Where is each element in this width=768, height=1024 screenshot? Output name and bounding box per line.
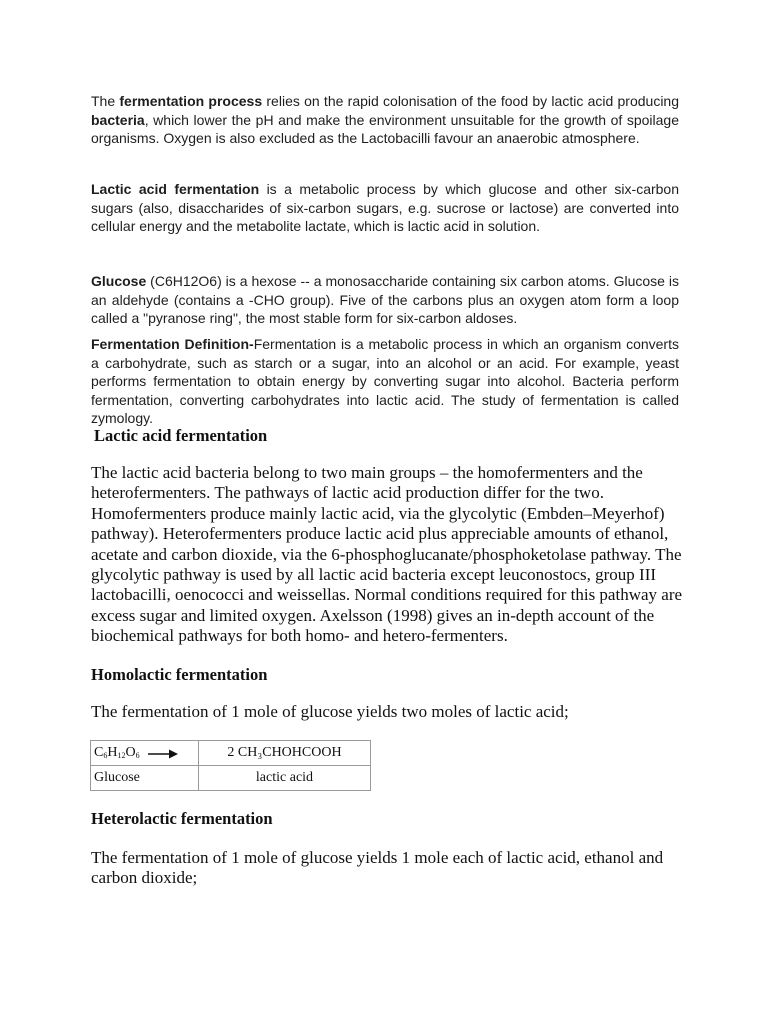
lactic-acid-fermentation-text: is a metabolic process by which glucose and other six-carbon sugars (also, disaccharides of six-carbon sugars, e.g. sucrose or lactose) are converted into cellular energy and the metabolite lactate, which is lactic acid in solution. <box>91 181 679 234</box>
glucose-paragraph <box>91 272 679 328</box>
homolactic-equation-table <box>90 740 371 791</box>
glucose-term: Glucose <box>91 273 147 289</box>
lactic-acid-fermentation-paragraph <box>91 180 679 236</box>
lactic-acid-fermentation-term: Lactic acid fermentation <box>91 181 260 197</box>
heterolactic-fermentation-heading: Heterolactic fermentation <box>91 809 273 828</box>
lactic-acid-fermentation-heading: Lactic acid fermentation <box>94 426 268 445</box>
glucose-formula <box>94 745 178 761</box>
bacteria-term: bacteria <box>91 111 145 128</box>
product-formula-cell: 2 CH₃CHOHCOOH <box>199 741 371 766</box>
right-arrow-icon <box>148 748 178 758</box>
glucose-chemical-formula: $C_6H_{12}O_6$ <box>94 745 140 760</box>
homolactic-fermentation-heading: Homolactic fermentation <box>91 665 268 684</box>
fermentation-process-paragraph <box>91 92 679 148</box>
equation-formula-row <box>91 741 371 766</box>
equation-name-row <box>91 766 371 791</box>
product-name-cell: lactic acid <box>199 766 371 791</box>
fermentation-process-lead: The <box>91 93 120 109</box>
fermentation-definition-text: Fermentation is a metabolic process in which an organism converts a carbohydrate, such as starch or a sugar, into an alcohol or an acid. For example, yeast performs fermentation to obtain energy by converting sugar into alcohol. Bacteria perform fermentation, converting carbohydrates into lactic acid. The study of fermentation is called zymology. <box>91 336 679 426</box>
fermentation-process-text-1: relies on the rapid colonisation of the food by lactic acid producing <box>262 93 680 109</box>
fermentation-process-text-2: , which lower the pH and make the environment unsuitable for the growth of spoilage organisms. Oxygen is also excluded as the Lactobacilli favour an anaerobic atmosphere. <box>91 111 679 146</box>
reactant-name-cell: Glucose <box>91 766 199 791</box>
homolactic-fermentation-paragraph: The fermentation of 1 mole of glucose yields two moles of lactic acid; <box>91 702 569 721</box>
fermentation-process-term: fermentation process <box>119 93 263 109</box>
heterolactic-fermentation-paragraph: The fermentation of 1 mole of glucose yields 1 mole each of lactic acid, ethanol and carbon dioxide; <box>91 848 664 888</box>
fermentation-definition-term: Fermentation Definition- <box>91 336 254 352</box>
reactant-formula-cell <box>91 741 199 766</box>
glucose-text: (C6H12O6) is a hexose -- a monosaccharide containing six carbon atoms. Glucose is an aldehyde (contains a -CHO group). Five of the carbons plus an oxygen atom form a loop called a "pyranose ring", the most stable form for six-carbon aldoses. <box>91 273 679 326</box>
lactic-acid-bacteria-paragraph: The lactic acid bacteria belong to two main groups – the homofermenters and the heterofermenters. The pathways of lactic acid production differ for the two. Homofermenters produce mainly lactic acid, via the glycolytic (Embden–Meyerhof) pathway). Heterofermenters produce lactic acid plus appreciable amounts of ethanol, acetate and carbon dioxide, via the 6-phosphoglucanate/phosphoketolase pathway. The glycolytic pathway is used by all lactic acid bacteria except leuconostocs, group III lactobacilli, oenococci and weissellas. Normal conditions required for this pathway are excess sugar and limited oxygen. Axelsson (1998) gives an in-depth account of the biochemical pathways for both homo- and hetero-fermenters. <box>91 463 683 646</box>
fermentation-definition-paragraph <box>91 335 679 428</box>
